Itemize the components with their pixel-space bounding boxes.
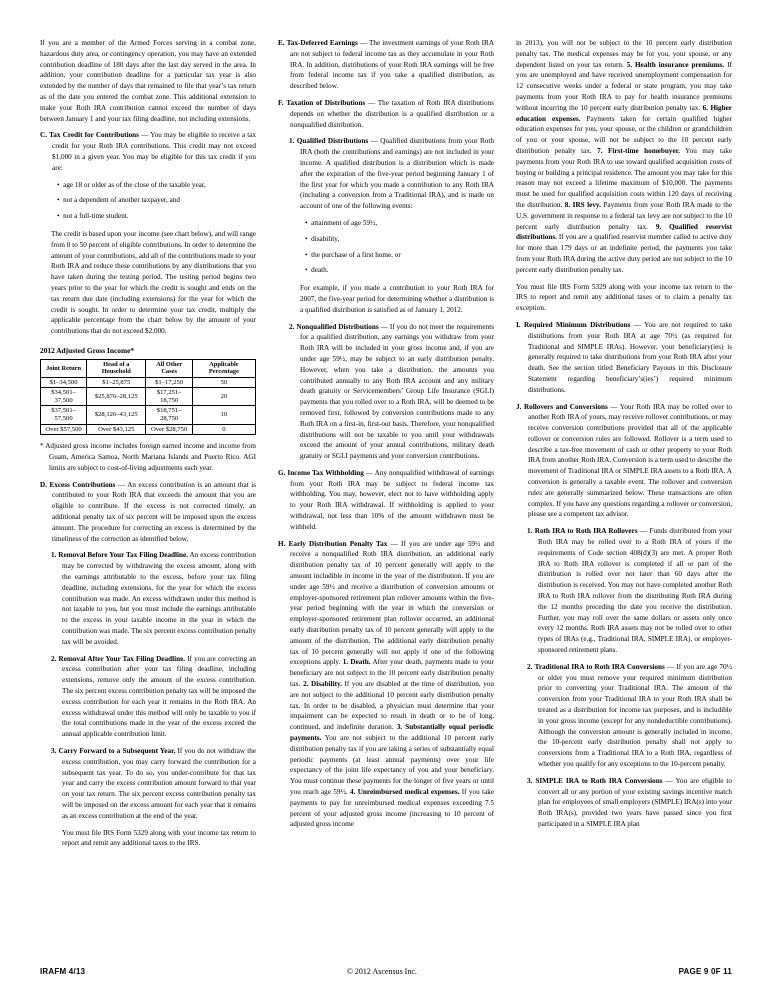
subsection-f1-title: Qualified Distributions (296, 137, 369, 146)
exception-3-text: You are not subject to the additional 10 percent early distribution penalty tax if you are taking a series of substantially equal periodic payments (at least annual payments) over your life expectancy of the joint life expectancy of you and your beneficiary. You must continue these payments for the longer of five years or until you reach age 59½. (290, 734, 494, 796)
exception-4-text: If you take payments to pay for unreimbursed medical expenses exceeding 7.5 percent of your adjusted gross income (increasing to 10 percent of adjusted gross income (290, 788, 494, 829)
table-row (41, 377, 256, 388)
subsection-f2-title: Nonqualified Distributions (296, 322, 379, 331)
exception-9-text: If you are a qualified reservist member called to active duty for more than 179 days or an indefinite period, the payments you take from your Roth IRA during the active duty period are not subject to the 10 percent early distribution penalty tax. (516, 233, 732, 274)
section-h-title: Early Distribution Penalty Tax (288, 539, 388, 548)
section-j-text: — Your Roth IRA may be rolled over to another Roth IRA of yours, may receive rollover contributions, or may receive conversion contributions provided that all of the applicable rollover or conversion rules are followed. Rollover is a term used to describe a tax-free movement of cash or other property to your Roth IRA from another Roth IRA. Conversion is a term used to describe the movement of Traditional IRA or SIMPLE IRA assets to a Roth IRA. A conversion is generally a taxable event. The rollover and conversion rules are generally summarized below. These transactions are often complex. If you have any questions regarding a rollover or conversion, please see a competent tax advisor. (528, 402, 733, 519)
section-f-text: — The taxation of Roth IRA distributions depends on whether the distribution is a qualified distribution or a nonqualified distribution. (290, 98, 494, 129)
section-g-text: — Any nonqualified withdrawal of earnings from your Roth IRA may be subject to federal income tax withholding. You may, however, elect not to have withholding apply to your Roth IRA withdrawal. If withholding is applied to your withdrawal, not less than 10% of the amount withdrawn must be withheld. (290, 468, 494, 531)
subsection-d1 (40, 550, 256, 647)
subsection-d3 (40, 746, 256, 822)
section-i-required-minimum-distributions (516, 320, 732, 396)
exception-6-text: Payments taken for certain qualified higher education expenses for you, your spouse, or the children or grandchildren of you or your spouse, will not be subject to the 10 percent early distribution penalty tax. (516, 114, 732, 155)
exception-1-text: After your death, payments made to your beneficiary are not subject to the 10 percent early distribution penalty tax. (290, 658, 494, 689)
bullet-text: attainment of age 59½, (311, 218, 378, 227)
subsection-d1-number: 1. (51, 551, 57, 560)
table-cell: $28,126–43,125 (87, 406, 146, 424)
subsection-d3-text: If you do not withdraw the excess contribution, you may carry forward the contribution for a subsequent tax year. To do so, you under-contribute for that tax year and carry the excess contribution amount forward to that year on your tax return. The six percent excess contribution penalty tax will be imposed on the excess amount for each year that it remains as an excess contribution at the end of the year. (62, 746, 256, 820)
table-cell: 10 (192, 406, 255, 424)
list-item: • the purchase of a first home, or (305, 250, 401, 259)
section-d-excess-contributions (40, 480, 256, 545)
section-e-title: Tax-Deferred Earnings (286, 39, 358, 47)
exception-2-label: 2. Disability. (303, 680, 342, 689)
table-cell: Over $43,125 (87, 424, 146, 435)
subsection-j2-number: 2. (527, 662, 533, 671)
subsection-d3-number: 3. (51, 746, 57, 755)
subsection-j3-number: 3. (527, 776, 533, 785)
section-j-label: J. (516, 402, 522, 411)
list-item: • not a full-time student. (57, 212, 129, 221)
subsection-j1-roth-to-roth-rollovers (516, 526, 732, 656)
subsection-d2 (40, 654, 256, 740)
section-e-text: — The investment earnings of your Roth IRA are not subject to federal income tax as they accumulate in your Roth IRA. In addition, distributions of your Roth IRA earnings will be free from federal income tax if you take a qualified distribution, as described below. (290, 39, 495, 91)
exception-9-label: 9. Qualified reservist distributions. (516, 222, 732, 242)
paragraph-armed-forces: If you are a member of the Armed Forces serving in a combat zone, hazardous duty area, or contingency operation, you may have an extended contribution deadline of 180 days after the last day served in the area. In addition, your contribution deadline for a particular tax year is also extended by the number of days that remained to file that year’s tax return as of the date you entered the combat zone. This additional extension to make your Roth IRA contribution cannot exceed the number of days between January 1 and your tax filing deadline, not including extensions. (40, 39, 256, 123)
table-cell: $34,501–37,500 (41, 388, 87, 406)
exception-4-label: 4. Unreimbursed medical expenses. (350, 788, 460, 796)
table-cell: Over $28,750 (146, 424, 192, 435)
section-c-text: — You may be eligible to receive a tax credit for your Roth IRA contributions. This credit may not exceed $1,000 in a given year. You may be eligible for this tax credit if you are: (52, 131, 256, 172)
section-g-title: Income Tax Withholding (287, 468, 364, 477)
section-e-label: E. (278, 39, 285, 47)
section-i-label: I. (516, 320, 521, 329)
section-i-title: Required Minimum Distributions (523, 320, 631, 329)
subsection-d2-title: Removal After Your Tax Filing Deadline. (58, 654, 186, 663)
table-footnote: * Adjusted gross income includes foreign earned income and income from Guam, America Samoa, North Mariana Islands and Puerto Rico. AGI limits are subject to cost-of-living adjustments each year. (40, 442, 256, 472)
subsection-j2-title: Traditional IRA to Roth IRA Conversions (534, 662, 665, 671)
section-h-label: H. (278, 539, 286, 548)
subsection-f2-text: — If you do not meet the requirements for a qualified distribution, any earnings you withdraw from your Roth IRA will be included in your gross income and, if you are under age 59½, may be subject to an early distribution penalty. However, when you take a distribution, the amounts you contributed annually to any Roth IRA account and any military death gratuity or Servicemembers’ Group Life Insurance (SGLI) payments that you rolled over to a Roth IRA, will be deemed to be removed first, followed by conversion contributions made to any Roth IRA on a first-in, first-out basis. Therefore, your nonqualified distributions will not be taxable to you until your withdrawals exceed the amount of your annual contributions, military death gratuity or SGLI payments and your conversion contributions. (300, 322, 495, 461)
subsection-j3-simple-to-roth-conversions (516, 776, 732, 830)
subsection-d3-title: Carry Forward to a Subsequent Year. (58, 746, 176, 755)
subsection-j2-traditional-to-roth-conversions (516, 662, 732, 770)
table-cell: $1–34,500 (41, 377, 87, 388)
table-row (41, 406, 256, 424)
exception-1-label: 1. Death. (342, 658, 371, 667)
table-title: 2012 Adjusted Gross Income* (40, 345, 135, 355)
section-f-title: Taxation of Distributions (286, 98, 366, 107)
paragraph-form-5329-col1: You must file IRS Form 5329 along with your income tax return to report and remit any additional taxes to the IRS. (62, 828, 256, 848)
bullet-text: disability, (311, 234, 340, 243)
exception-6-label: 6. Higher education expenses. (516, 103, 732, 123)
column-left (40, 38, 256, 958)
subsection-d2-number: 2. (51, 654, 57, 663)
exception-3-label: 3. Substantially equal periodic payments. (290, 723, 495, 743)
subsection-j3-title: SIMPLE IRA to Roth IRA Conversions (535, 776, 663, 785)
section-g-label: G. (278, 468, 286, 477)
continuation-text: in 2013), you will not be subject to the 10 percent early distribution penalty tax. The medical expenses may be for you, your spouse, or any dependent listed on your tax return. (516, 39, 732, 69)
section-d-title: Excess Contributions (49, 480, 116, 489)
table-cell: $1–17,250 (146, 377, 192, 388)
section-d-label: D. (40, 480, 47, 489)
section-h-early-distribution-penalty-tax (278, 539, 494, 831)
table-cell: 50 (192, 377, 255, 388)
section-e-tax-deferred-earnings (278, 38, 494, 92)
subsection-d1-title: Removal Before Your Tax Filing Deadline. (58, 551, 189, 560)
column-header: All Other Cases (146, 360, 192, 378)
table-cell: $25,876–28,125 (87, 388, 146, 406)
footer-form-id: IRAFM 4/13 (40, 967, 86, 976)
list-item: • age 18 or older as of the close of the taxable year, (57, 180, 206, 189)
exception-7-label: 7. First-time homebuyer. (597, 146, 680, 155)
section-c-label: C. (40, 131, 47, 140)
subsection-j1-title: Roth IRA to Roth IRA Rollovers (534, 527, 638, 536)
paragraph-f1-example: For example, if you made a contribution to your Roth IRA for 2007, the five-year period for determining whether a distribution is a qualified distribution is satisfied as of January 1, 2012. (300, 284, 494, 314)
section-h-text: — If you are under age 59½ and receive a nonqualified Roth IRA distribution, an additional early distribution penalty tax of 10 percent generally will apply to the amount includible in income in the year of the distribution. If you are under age 59½ and receive a distribution of conversion amounts or employer-sponsored retirement plan rollover amounts within the five-year period beginning with the year in which the conversion or employer-sponsored retirement plan rollover occurred, an additional early distribution penalty tax of 10 percent generally will apply to the amount of the distribution. The additional early distribution penalty tax of 10 percent generally will not apply if one of the following exceptions apply. (290, 539, 495, 667)
paragraph-continuation (516, 38, 732, 276)
section-j-rollovers-and-conversions (516, 402, 732, 521)
subsection-j1-text: — Funds distributed from your Roth IRA may be rolled over to a Roth IRA of yours if the requirements of Code section 408(d)(3) are met. A proper Roth IRA to Roth IRA rollover is completed if all or part of the distribution is rolled over not later than 60 days after the distribution is received. You may not have completed another Roth IRA to Roth IRA rollover from the distributing Roth IRA during the 12 months preceding the date you receive the distribution. Further, you may roll over the same dollars or assets only once every 12 months. Roth IRA assets may not be rolled over to other types of IRAs (e.g., Traditional IRA, SIMPLE IRA), or employer-sponsored retirement plans. (538, 527, 733, 655)
column-header: Joint Return (41, 360, 87, 378)
section-f-taxation-of-distributions (278, 98, 494, 130)
column-right (516, 38, 732, 958)
paragraph-form-5329-col3: You must file IRS Form 5329 along with your income tax return to the IRS to report and remit any additional taxes or to claim a penalty tax exception. (516, 282, 732, 313)
subsection-f1-number: 1. (289, 137, 295, 146)
list-item: • not a dependent of another taxpayer, and (57, 196, 180, 205)
section-g-income-tax-withholding (278, 468, 494, 533)
section-i-text: — You are not required to take distributions from your Roth IRA at age 70½ (as required for Traditional and SIMPLE IRAs). However, your beneficiary(ies) is generally required to take distributions from your Roth IRA after your death. See the section titled Beneficiary Payouts in this Disclosure Statement regarding beneficiary’s(ies’) required minimum distributions. (528, 320, 733, 394)
bullet-text: not a dependent of another taxpayer, and (63, 196, 180, 205)
subsection-f2-nonqualified-distributions (278, 322, 494, 462)
bullet-text: the purchase of a first home, or (311, 250, 401, 259)
table-cell: $18,751–28,750 (146, 406, 192, 424)
table-cell: $17,251–18,750 (146, 388, 192, 406)
table-row (41, 424, 256, 435)
exception-5-text: If you are unemployed and have received unemployment compensation for 12 consecutive weeks under a federal or state program, you may take payments from your Roth IRA to pay for health insurance premiums without incurring the 10 percent early distribution penalty tax. (516, 60, 732, 112)
section-j-title: Rollovers and Conversions (523, 402, 608, 411)
exception-2-text: If you are disabled at the time of distribution, you are not subject to the additional 10 percent early distribution penalty tax. In order to be disabled, a physician must determine that your impairment can be expected to result in death or to be of long, continued, and indefinite duration. (290, 680, 494, 732)
subsection-j2-text: — If you are age 70½ or older you must remove your required minimum distribution prior to converting your Traditional IRA. The amount of the conversion from your Traditional IRA to your Roth IRA shall be treated as a distribution for income tax purposes, and is includible in your gross income (except for any nondeductible contributions). Although the conversion amount is generally included in income, the 10-percent early distribution penalty shall not apply to conversions from a Traditional IRA to a Roth IRA, regardless of whether you qualify for any exceptions to the 10-percent penalty. (538, 662, 732, 768)
subsection-d2-text: If you are correcting an excess contribution after your tax filing deadline, including extensions, remove only the amount of the excess contribution. The six percent excess contribution penalty tax will be imposed the excess contribution for each year it remains in the Roth IRA. An excess withdrawal under this method will only be taxable to you if the total contributions made in the year of the excess exceed the annual applicable contribution limit. (62, 654, 257, 739)
section-f-label: F. (278, 98, 284, 107)
footer-copyright: © 2012 Ascensus Inc. (346, 967, 417, 976)
table-cell: 0 (192, 424, 255, 435)
subsection-f1-text: — Qualified distributions from your Roth IRA (both the contributions and earnings) are not included in your income. A qualified distribution is a distribution which is made after the expiration of the five-year period beginning January 1 of the first year for which you made a contribution to any Roth IRA (including a conversion from a Traditional IRA), and is made on account of one of the following events: (300, 137, 494, 211)
three-column-layout (40, 38, 732, 958)
table-cell: Over $57,500 (41, 424, 87, 435)
column-center (278, 38, 494, 958)
paragraph-credit-detail: The credit is based upon your income (see chart below), and will range from 0 to 50 percent of eligible contributions. In order to determine the amount of your contributions, add all of the contributions made to your Roth IRA and reduce these contributions by any distributions that you have taken during the testing period. The testing period begins two years prior to the year for which the credit is sought and ends on the tax return due date (including extensions) for the year for which the credit is sought. In order to determine your tax credit, multiply the applicable percentage from the chart below by the amount of your contributions that do not exceed $2,000. (51, 229, 256, 336)
subsection-d1-text: An excess contribution may be corrected by withdrawing the excess amount, along with the earnings attributable to the excess, before your tax filing deadline, including extensions, for the year for which the excess contribution was made. An excess withdrawn under this method is not taxable to you, but you must include the earnings attributable to the excess in your taxable income in the year in which the contribution was made. The six percent excess contribution penalty tax will be avoided. (62, 551, 257, 646)
exception-8-text: Payments from your Roth IRA made to the U.S. government in response to a federal tax levy are not subject to the 10 percent early distribution penalty tax. (516, 200, 732, 231)
column-header: Applicable Percentage (192, 360, 255, 378)
column-header: Head of a Household (87, 360, 146, 378)
section-d-text: — An excess contribution is an amount that is contributed to your Roth IRA that exceeds the amount that you are eligible to contribute. If the excess is not corrected timely, an additional penalty tax of six percent will be imposed upon the excess amount. The procedure for correcting an excess is determined by the timeliness of the correction as identified below. (52, 480, 256, 543)
table-row (41, 388, 256, 406)
table-header-row (41, 360, 256, 378)
table-cell: 20 (192, 388, 255, 406)
exception-5-label: 5. Health insurance premiums. (626, 60, 725, 69)
exception-7-text: You may take payments from your Roth IRA to use toward qualified acquisition costs of buying or building a principal residence. The amount you may take for this reason may not exceed a lifetime maximum of $10,000. The payments must be used for qualified acquisition costs within 120 days of receiving the distribution. (516, 146, 732, 209)
list-item: • attainment of age 59½, (305, 218, 378, 227)
bullet-text: death. (311, 266, 329, 275)
table-cell: $1–25,875 (87, 377, 146, 388)
subsection-f1-qualified-distributions (278, 136, 494, 212)
bullet-text: age 18 or older as of the close of the taxable year, (63, 180, 206, 189)
section-c-title: Tax Credit for Contributions (49, 131, 139, 140)
exception-8-label: 8. IRS levy. (564, 200, 601, 209)
subsection-j1-number: 1. (527, 527, 533, 536)
bullet-text: not a full-time student. (63, 212, 129, 221)
table-cell: $37,501–57,500 (41, 406, 87, 424)
subsection-j3-text: — You are eligible to convert all or any portion of your existing savings incentive match plan for employees of small employers (SIMPLE) IRA(s) into your Roth IRA(s), provided two years have passed since you first participated in a SIMPLE IRA plan (538, 776, 733, 828)
agi-table (40, 359, 256, 435)
page-footer (40, 967, 732, 976)
section-c-tax-credit (40, 130, 256, 173)
subsection-f2-number: 2. (289, 322, 295, 331)
list-item: • death. (305, 266, 329, 275)
list-item: • disability, (305, 234, 340, 243)
footer-page-number: PAGE 9 0F 11 (678, 967, 732, 976)
